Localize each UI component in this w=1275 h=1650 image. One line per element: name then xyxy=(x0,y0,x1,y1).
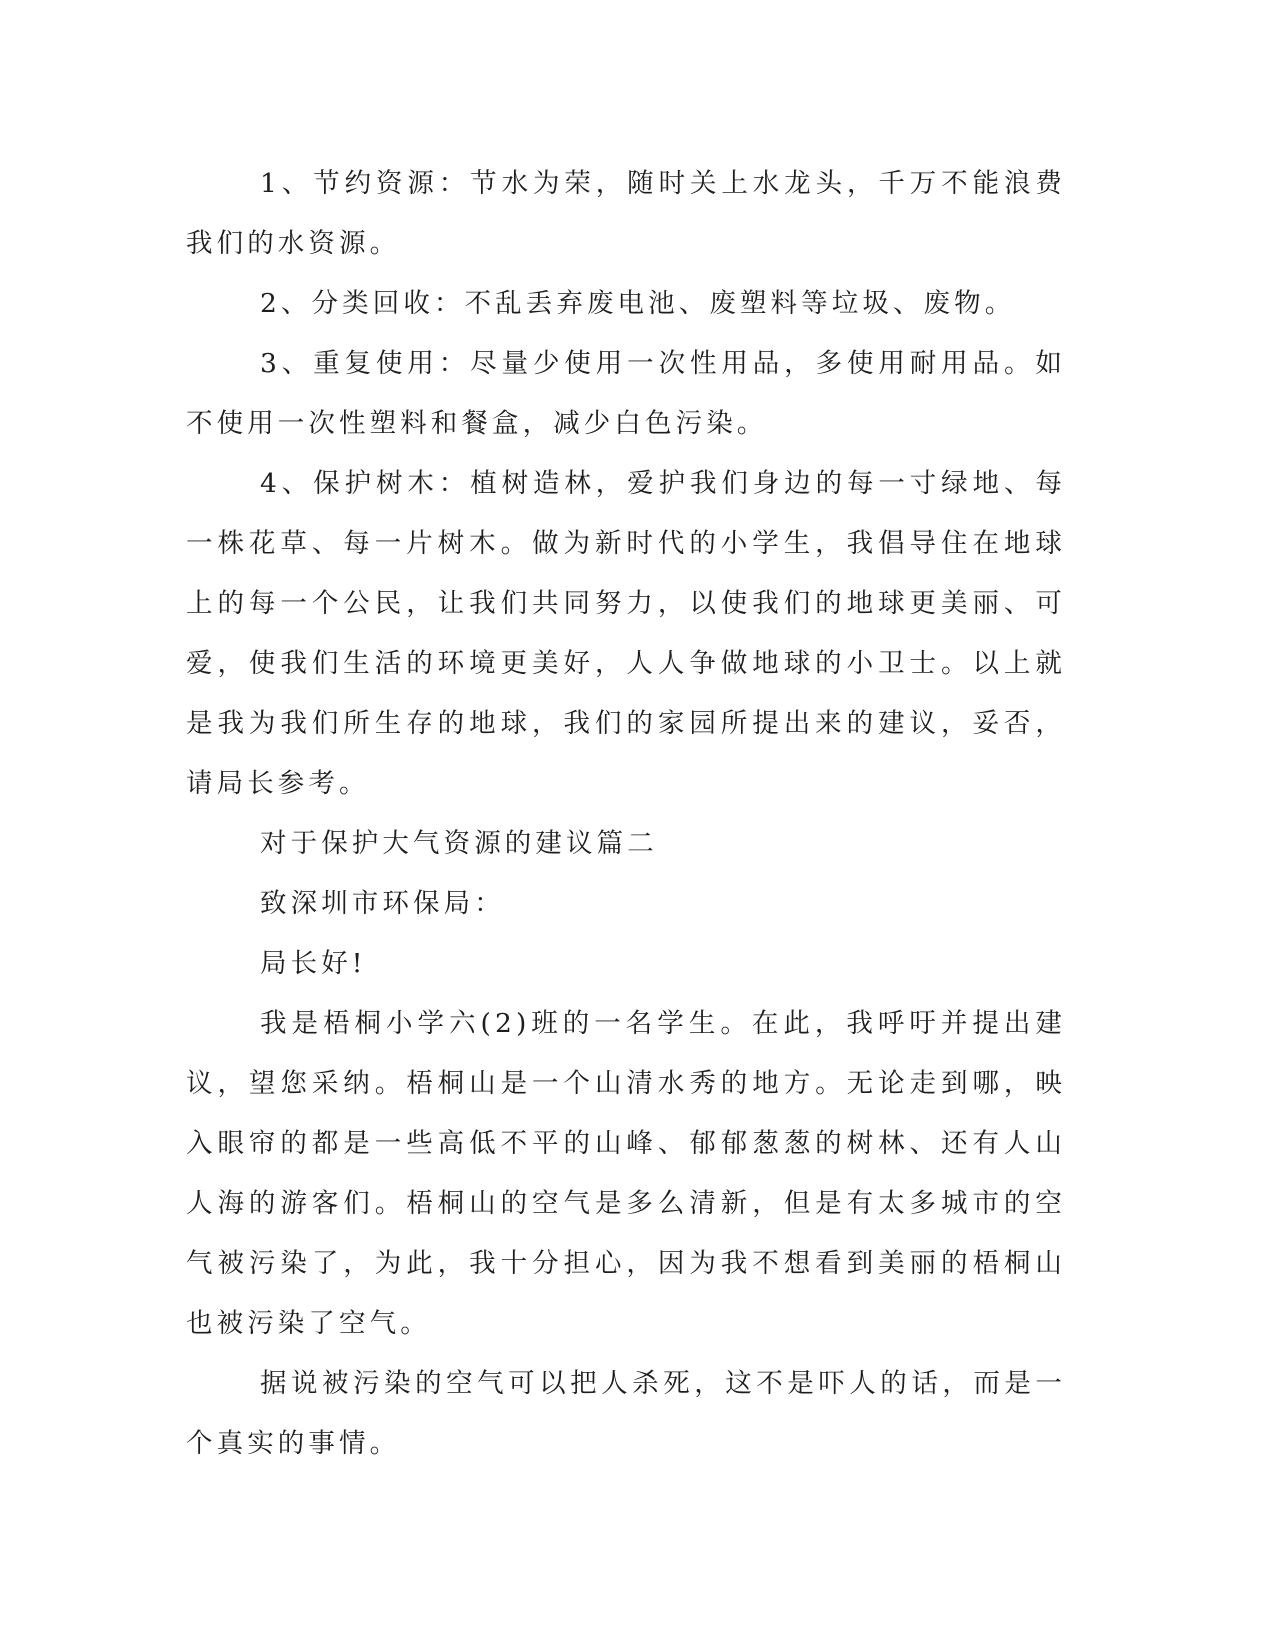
paragraph-tip-2-recycling: 2、分类回收：不乱丢弃废电池、废塑料等垃圾、废物。 xyxy=(260,288,1016,319)
document-body xyxy=(186,154,1066,1474)
letter-greeting: 局长好! xyxy=(260,948,367,979)
paragraph-tip-4-protect-trees: 4、保护树木：植树造林，爱护我们身边的每一寸绿地、每一株花草、每一片树木。做为新时代的小学生，我倡导住在地球上的每一个公民，让我们共同努力，以使我们的地球更美丽、可爱，使我们生活的环境更美好，人人争做地球的小卫士。以上就是我为我们所生存的地球，我们的家园所提出来的建议，妥否，请局长参考。 xyxy=(186,468,1066,799)
paragraph-air-pollution: 据说被污染的空气可以把人杀死，这不是吓人的话，而是一个真实的事情。 xyxy=(186,1368,1066,1459)
paragraph-tip-3-reuse: 3、重复使用：尽量少使用一次性用品，多使用耐用品。如不使用一次性塑料和餐盒，减少白色污染。 xyxy=(186,348,1066,439)
letter-recipient: 致深圳市环保局： xyxy=(260,888,505,919)
paragraph-introduction: 我是梧桐小学六(2)班的一名学生。在此，我呼吁并提出建议，望您采纳。梧桐山是一个山清水秀的地方。无论走到哪，映入眼帘的都是一些高低不平的山峰、郁郁葱葱的树林、还有人山人海的游客们。梧桐山的空气是多么清新，但是有太多城市的空气被污染了，为此，我十分担心，因为我不想看到美丽的梧桐山也被污染了空气。 xyxy=(186,1008,1066,1339)
paragraph-tip-1-save-resources: 1、节约资源：节水为荣，随时关上水龙头，千万不能浪费我们的水资源。 xyxy=(186,168,1066,259)
section-title: 对于保护大气资源的建议篇二 xyxy=(260,828,658,859)
